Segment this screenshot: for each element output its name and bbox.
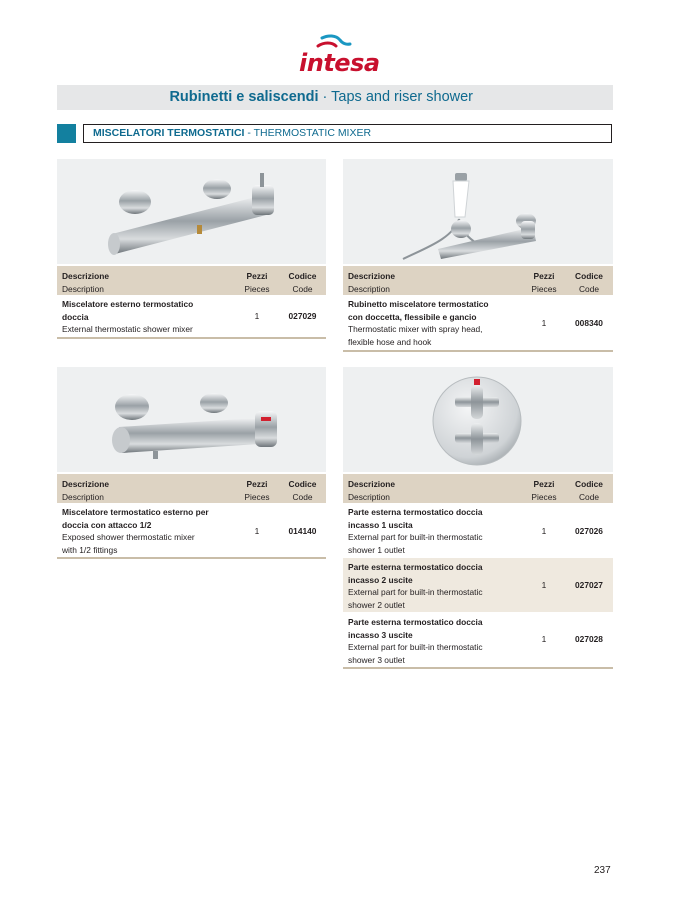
row-pieces: 1 xyxy=(254,311,260,321)
row-code: 014140 xyxy=(288,526,317,536)
col-code xyxy=(565,478,613,503)
table-row xyxy=(57,503,326,557)
name-en-line: flexible hose and hook xyxy=(348,336,432,347)
name-en-line: External part for built-in thermostatic xyxy=(348,587,483,597)
thermostatic-mixer-spray-head-icon xyxy=(343,159,613,264)
col-description-en: Description xyxy=(348,491,390,502)
row-description xyxy=(62,506,209,556)
col-description xyxy=(62,478,109,503)
name-it-line: Parte esterna termostatico doccia xyxy=(348,507,483,517)
name-en-line: Thermostatic mixer with spray head, xyxy=(348,324,483,334)
row-code: 027029 xyxy=(288,311,317,321)
col-pieces-it: Pezzi xyxy=(246,479,268,489)
product-table xyxy=(343,474,613,671)
col-pieces-it: Pezzi xyxy=(246,271,268,281)
brand-logo xyxy=(296,34,380,80)
name-en-line: Exposed shower thermostatic mixer xyxy=(62,532,195,542)
table-row xyxy=(343,613,613,667)
row-description xyxy=(348,616,483,666)
col-description-it: Descrizione xyxy=(62,479,110,489)
row-divider xyxy=(57,337,326,339)
col-description-en: Description xyxy=(62,491,104,502)
name-it-line: Parte esterna termostatico doccia xyxy=(348,562,483,572)
name-it-line: Miscelatore esterno termostatico xyxy=(62,299,194,309)
exposed-shower-thermostatic-mixer-icon xyxy=(57,367,326,472)
col-pieces-en: Pieces xyxy=(531,283,557,294)
row-description xyxy=(348,561,483,611)
col-pieces-en: Pieces xyxy=(244,283,270,294)
col-code-it: Codice xyxy=(575,271,603,281)
col-code-en: Code xyxy=(578,491,600,502)
col-code-en: Code xyxy=(292,491,313,502)
table-header xyxy=(343,266,613,295)
col-pieces xyxy=(523,478,565,503)
section-title xyxy=(83,124,612,143)
name-en-line: External part for built-in thermostatic xyxy=(348,532,483,542)
name-it-line: incasso 1 uscita xyxy=(348,519,413,530)
row-pieces: 1 xyxy=(541,580,547,590)
table-header xyxy=(343,474,613,503)
product-image xyxy=(343,367,613,472)
col-code xyxy=(279,270,326,295)
col-code-en: Code xyxy=(578,283,600,294)
col-code-it: Codice xyxy=(288,479,317,489)
page-title-separator: · xyxy=(318,89,332,105)
row-divider xyxy=(343,667,613,669)
name-it-line: Parte esterna termostatico doccia xyxy=(348,617,483,627)
name-it-line: Rubinetto miscelatore termostatico xyxy=(348,299,489,309)
table-header xyxy=(57,266,326,295)
name-en-line: External thermostatic shower mixer xyxy=(62,324,193,334)
col-code-it: Codice xyxy=(575,479,603,489)
product-table xyxy=(343,266,613,353)
page-title-it: Rubinetti e saliscendi xyxy=(169,89,319,105)
col-description-en: Description xyxy=(348,283,390,294)
row-pieces: 1 xyxy=(541,634,547,644)
page-title xyxy=(57,85,613,110)
col-description-en: Description xyxy=(62,283,104,294)
col-pieces-it: Pezzi xyxy=(533,479,555,489)
col-pieces xyxy=(235,478,279,503)
col-description xyxy=(348,270,395,295)
product-image xyxy=(343,159,613,264)
product-table xyxy=(57,474,326,560)
name-en-line: shower 1 outlet xyxy=(348,544,405,555)
row-code: 027028 xyxy=(575,634,603,644)
name-it-line: con doccetta, flessibile e gancio xyxy=(348,311,477,322)
name-en-line: External part for built-in thermostatic xyxy=(348,642,483,652)
section-title-it: MISCELATORI TERMOSTATICI xyxy=(93,127,245,139)
page-number: 237 xyxy=(594,865,611,876)
row-code: 027027 xyxy=(575,580,603,590)
section-title-separator: - xyxy=(244,127,254,139)
row-pieces: 1 xyxy=(254,526,260,536)
name-it-line: incasso 3 uscite xyxy=(348,629,413,640)
col-description xyxy=(62,270,109,295)
col-code xyxy=(565,270,613,295)
row-code: 027026 xyxy=(575,526,603,536)
row-description xyxy=(348,506,483,556)
col-pieces-en: Pieces xyxy=(531,491,557,502)
row-divider xyxy=(57,557,326,559)
col-description xyxy=(348,478,395,503)
row-pieces: 1 xyxy=(541,318,547,328)
col-description-it: Descrizione xyxy=(348,479,396,489)
row-description xyxy=(348,298,489,348)
name-en-line: shower 2 outlet xyxy=(348,599,405,610)
col-code-en: Code xyxy=(292,283,313,294)
col-pieces-it: Pezzi xyxy=(533,271,555,281)
name-it-line: doccia xyxy=(62,311,89,322)
section-marker xyxy=(57,124,76,143)
col-pieces-en: Pieces xyxy=(244,491,270,502)
name-en-line: shower 3 outlet xyxy=(348,654,405,665)
table-header xyxy=(57,474,326,503)
row-divider xyxy=(343,350,613,352)
row-code: 008340 xyxy=(575,318,603,328)
brand-wordmark: intesa xyxy=(299,49,380,77)
built-in-thermostatic-plate-icon xyxy=(343,367,613,472)
section-title-en: THERMOSTATIC MIXER xyxy=(253,127,372,139)
exposed-thermostatic-mixer-icon xyxy=(57,159,326,264)
table-row xyxy=(57,295,326,337)
col-pieces xyxy=(235,270,279,295)
product-table xyxy=(57,266,326,341)
product-image xyxy=(57,367,326,472)
row-pieces: 1 xyxy=(541,526,547,536)
col-description-it: Descrizione xyxy=(62,271,110,281)
table-row xyxy=(343,558,613,612)
row-description xyxy=(62,298,193,336)
col-description-it: Descrizione xyxy=(348,271,396,281)
col-pieces xyxy=(523,270,565,295)
product-image xyxy=(57,159,326,264)
name-it-line: Miscelatore termostatico esterno per xyxy=(62,507,209,517)
name-it-line: doccia con attacco 1/2 xyxy=(62,519,152,530)
page-title-en: Taps and riser shower xyxy=(331,89,473,105)
table-row xyxy=(343,503,613,557)
name-it-line: incasso 2 uscite xyxy=(348,574,413,585)
name-en-line: with 1/2 fittings xyxy=(62,544,118,555)
col-code xyxy=(279,478,326,503)
table-row xyxy=(343,295,613,350)
col-code-it: Codice xyxy=(288,271,317,281)
